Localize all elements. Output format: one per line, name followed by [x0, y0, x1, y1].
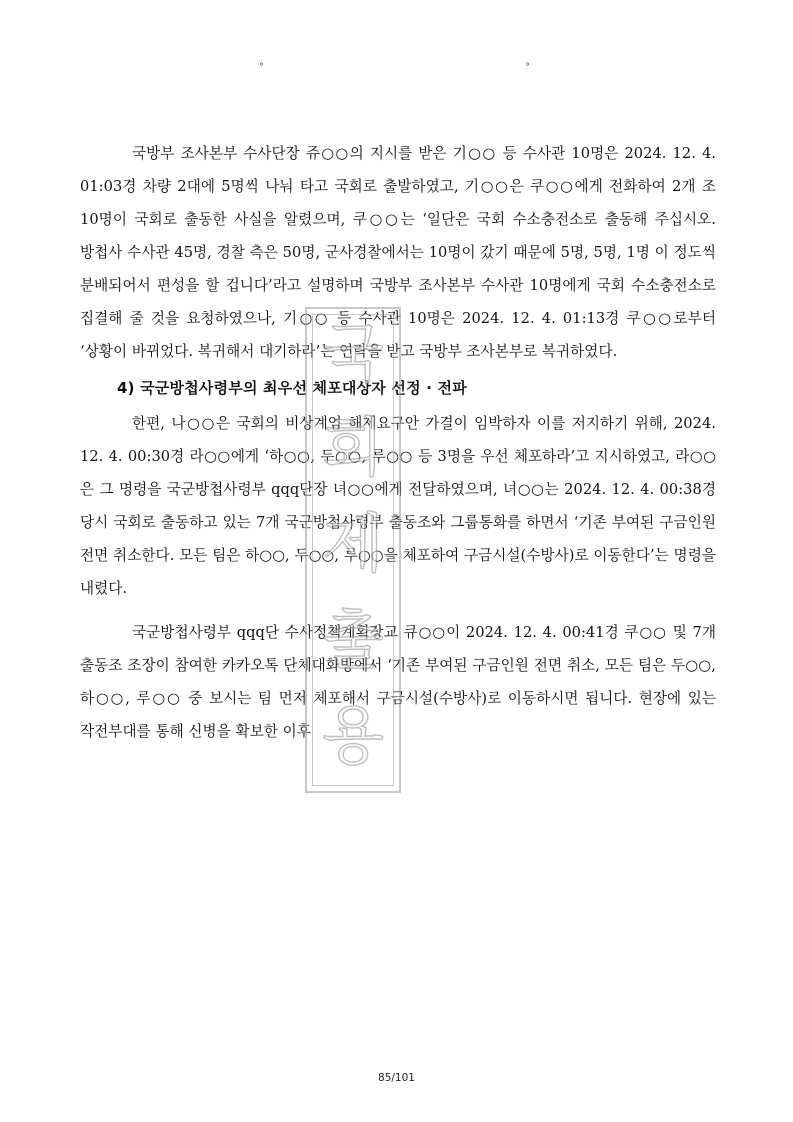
paragraph-kakaotalk-message: 국군방첩사령부 qqq단 수사정책계획장교 큐○○이 2024. 12. 4. 00:41경 쿠○○ 및 7개 출동조 조장이 참여한 카카오톡 단체대화방에서 ‘기존 부여된 구금인원 전면 취소, 모든 팀은 두○○, 하○○, 루○○ 중 보시는 팀 먼저 체포해서 구금시설(수방사)로 이동하시면 됩니다. 현장에 있는 작전부대를 통해 신병을 확보한 이후 — [80, 624, 716, 740]
seal-char-2: 회 — [322, 412, 384, 486]
section-heading: 4) 국군방첩사령부의 최우선 체포대상자 선정 · 전파 — [117, 379, 467, 397]
paragraph-arrest-order: 한편, 나○○은 국회의 비상계엄 해제요구안 가결이 임박하자 이를 저지하기 위해, 2024. 12. 4. 00:30경 라○○에게 ‘하○○, 두○○, 루○○ 등 3명을 우선 체포하라’고 지시하였고, 라○○은 그 명령을 국군방첩사령부 qqq단장 녀○○에게 전달하였으며, 녀○○는 2024. 12. 4. 00:38경 당시 국회로 출동하고 있는 7개 국군방첩사령부 출동조와 그룹통화를 하면서 ‘기존 부여된 구금인원 전면 취소한다. 모든 팀은 하○○, 두○○, 루○○을 체포하여 구금시설(수방사)로 이동한다’는 명령을 내렸다. — [80, 415, 716, 597]
document-body — [80, 137, 716, 748]
header-mark-left: ° — [259, 62, 264, 73]
header-mark-right: ° — [525, 62, 530, 73]
seal-char-3: 제 — [322, 508, 384, 582]
paragraph-investigators-dispatch: 국방부 조사본부 수사단장 쥬○○의 지시를 받은 기○○ 등 수사관 10명은 2024. 12. 4. 01:03경 차량 2대에 5명씩 나눠 타고 국회로 출발하였고, 기○○은 쿠○○에게 전화하여 2개 조 10명이 국회로 출동한 사실을 알렸으며, 쿠○○는 ‘일단은 국회 수소충전소로 출동해 주십시오. 방첩사 수사관 45명, 경찰 측은 50명, 군사경찰에서는 10명이 갔기 때문에 5명, 5명, 1명 이 정도씩 분배되어서 편성을 할 겁니다’라고 설명하며 국방부 조사본부 수사관 10명에게 국회 수소충전소로 집결해 줄 것을 요청하였으나, 기○○ 등 수사관 10명은 2024. 12. 4. 01:13경 쿠○○로부터 ‘상황이 바뀌었다. 복귀해서 대기하라’는 연락을 받고 국방부 조사본부로 복귀하였다. — [80, 145, 716, 360]
seal-char-4: 출 — [322, 604, 384, 678]
seal-char-5: 용 — [322, 700, 384, 774]
page-number: 85/101 — [378, 1072, 415, 1084]
seal-char-1: 국 — [322, 318, 384, 392]
